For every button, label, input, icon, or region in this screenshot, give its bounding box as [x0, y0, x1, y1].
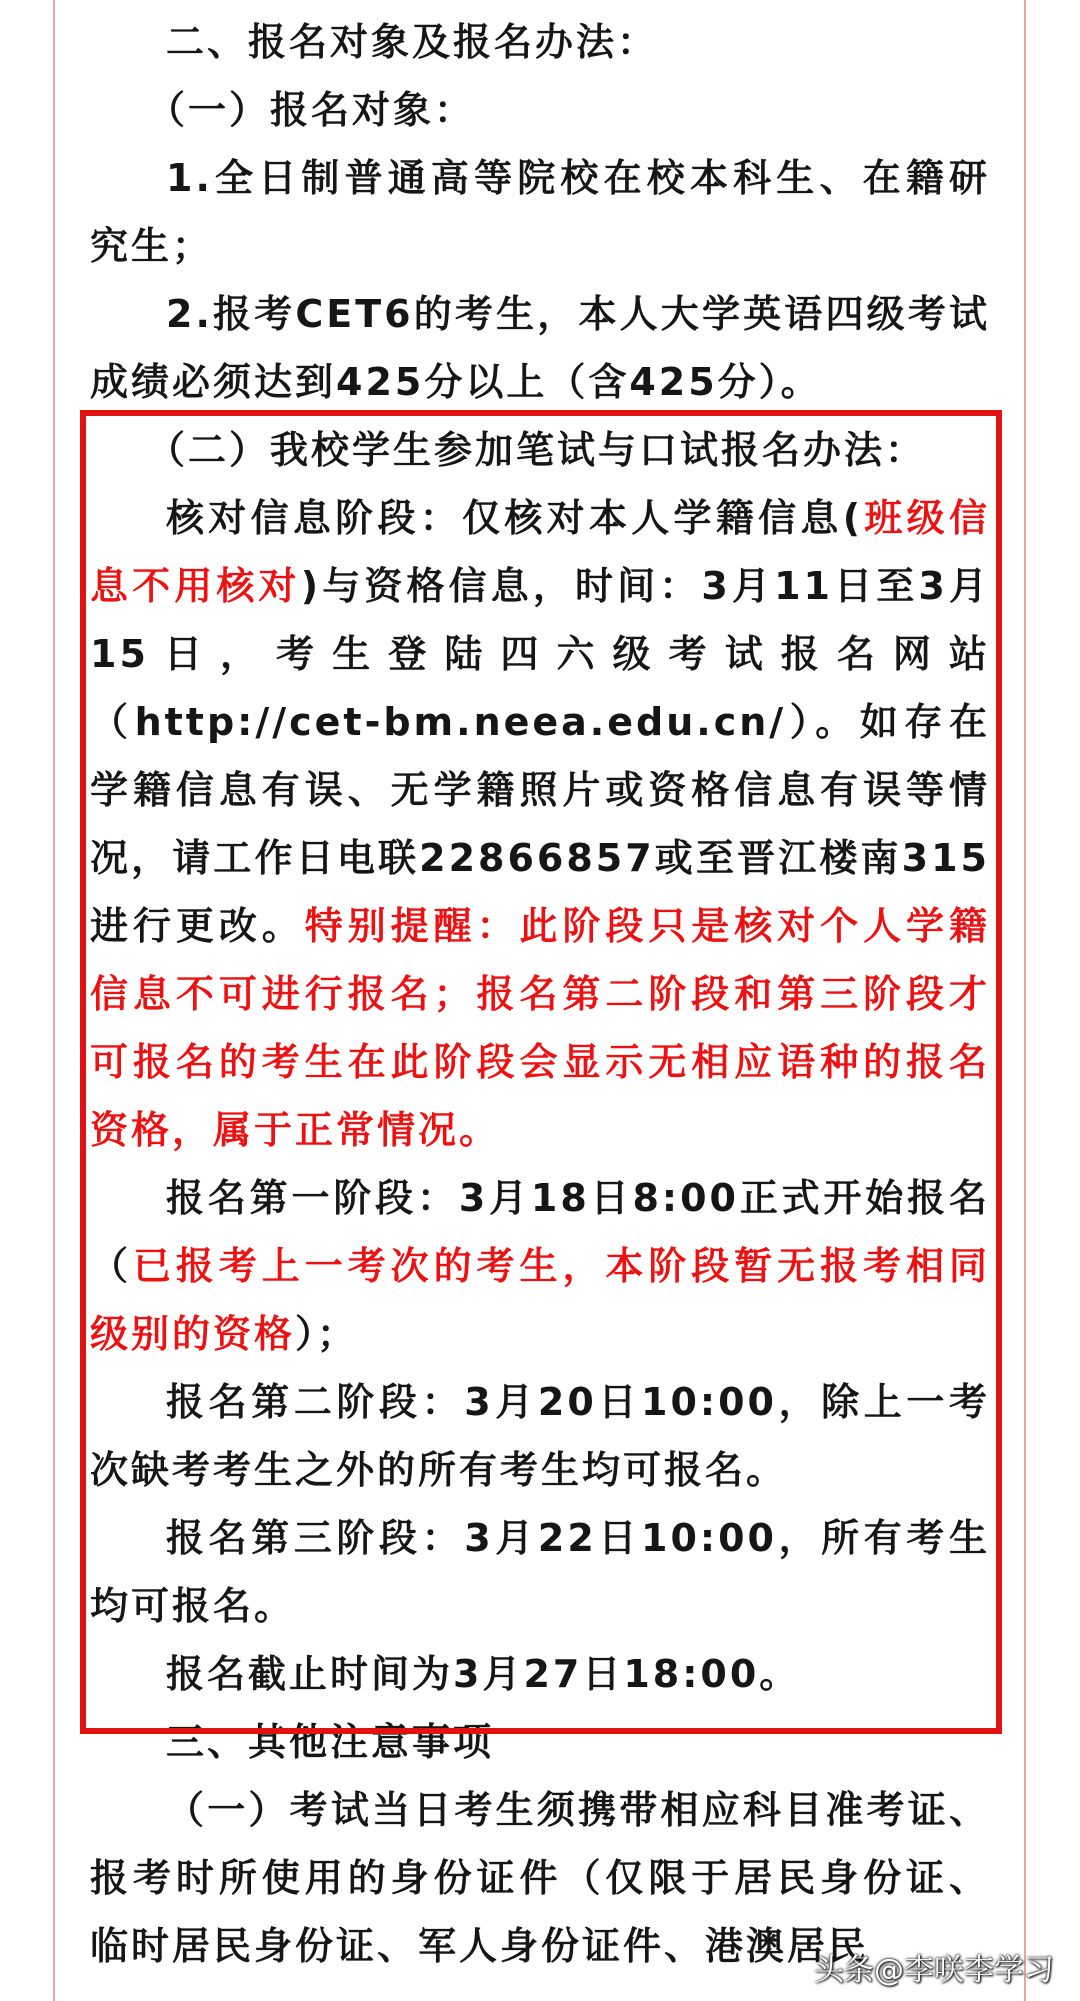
section2-heading: 二、报名对象及报名办法：: [166, 20, 659, 64]
sub1-heading: （一）报名对象：: [147, 88, 476, 132]
eligibility-item-2: 2.报考CET6的考生，本人大学英语四级考试成绩必须达到425分以上（含425分）。: [90, 292, 990, 404]
stage1-paragraph: [90, 1164, 990, 1368]
deadline-paragraph: 报名截止时间为3月27日18:00。: [166, 1652, 801, 1696]
section3-heading: 三、其他注意事项: [166, 1720, 495, 1764]
stage1-text-2: ）；: [295, 1312, 359, 1356]
stage3-paragraph: 报名第三阶段：3月22日10:00，所有考生均可报名。: [90, 1516, 990, 1628]
sub2-heading: （二）我校学生参加笔试与口试报名办法：: [147, 428, 927, 472]
eligibility-item-1: 1.全日制普通高等院校在校本科生、在籍研究生；: [90, 156, 990, 268]
section3-item-1: （一）考试当日考生须携带相应科目准考证、报考时所使用的身份证件（仅限于居民身份证、临时居民身份证、军人身份证件、港澳居民: [90, 1788, 990, 1968]
verify-red-note-1: 班级信息不用核对: [90, 496, 990, 608]
verify-stage-paragraph: [90, 484, 990, 1164]
watermark: 头条@李咲李学习: [814, 1953, 1054, 1988]
stage1-red-note: 已报考上一考次的考生，本阶段暂无报考相同级别的资格: [90, 1244, 990, 1356]
stage1-text-1: 报名第一阶段：3月18日8:00正式开始报名（: [90, 1176, 990, 1288]
document-body: [90, 8, 990, 1980]
verify-text-1: 核对信息阶段：仅核对本人学籍信息(: [166, 496, 864, 540]
verify-text-2: )与资格信息，时间：3月11日至3月15日，考生登陆四六级考试报名网站（http://cet-bm.neea.edu.cn/）。如存在学籍信息有误、无学籍照片或资格信息有误等情况，请工作日电联22866857或至晋江楼南315进行更改。: [90, 564, 990, 948]
stage2-paragraph: 报名第二阶段：3月20日10:00，除上一考次缺考考生之外的所有考生均可报名。: [90, 1380, 990, 1492]
verify-red-note-2: 特别提醒：此阶段只是核对个人学籍信息不可进行报名；报名第二阶段和第三阶段才可报名的考生在此阶段会显示无相应语种的报名资格，属于正常情况。: [90, 904, 990, 1152]
right-margin-line: [1024, 0, 1026, 2001]
left-margin-line: [53, 0, 55, 2001]
